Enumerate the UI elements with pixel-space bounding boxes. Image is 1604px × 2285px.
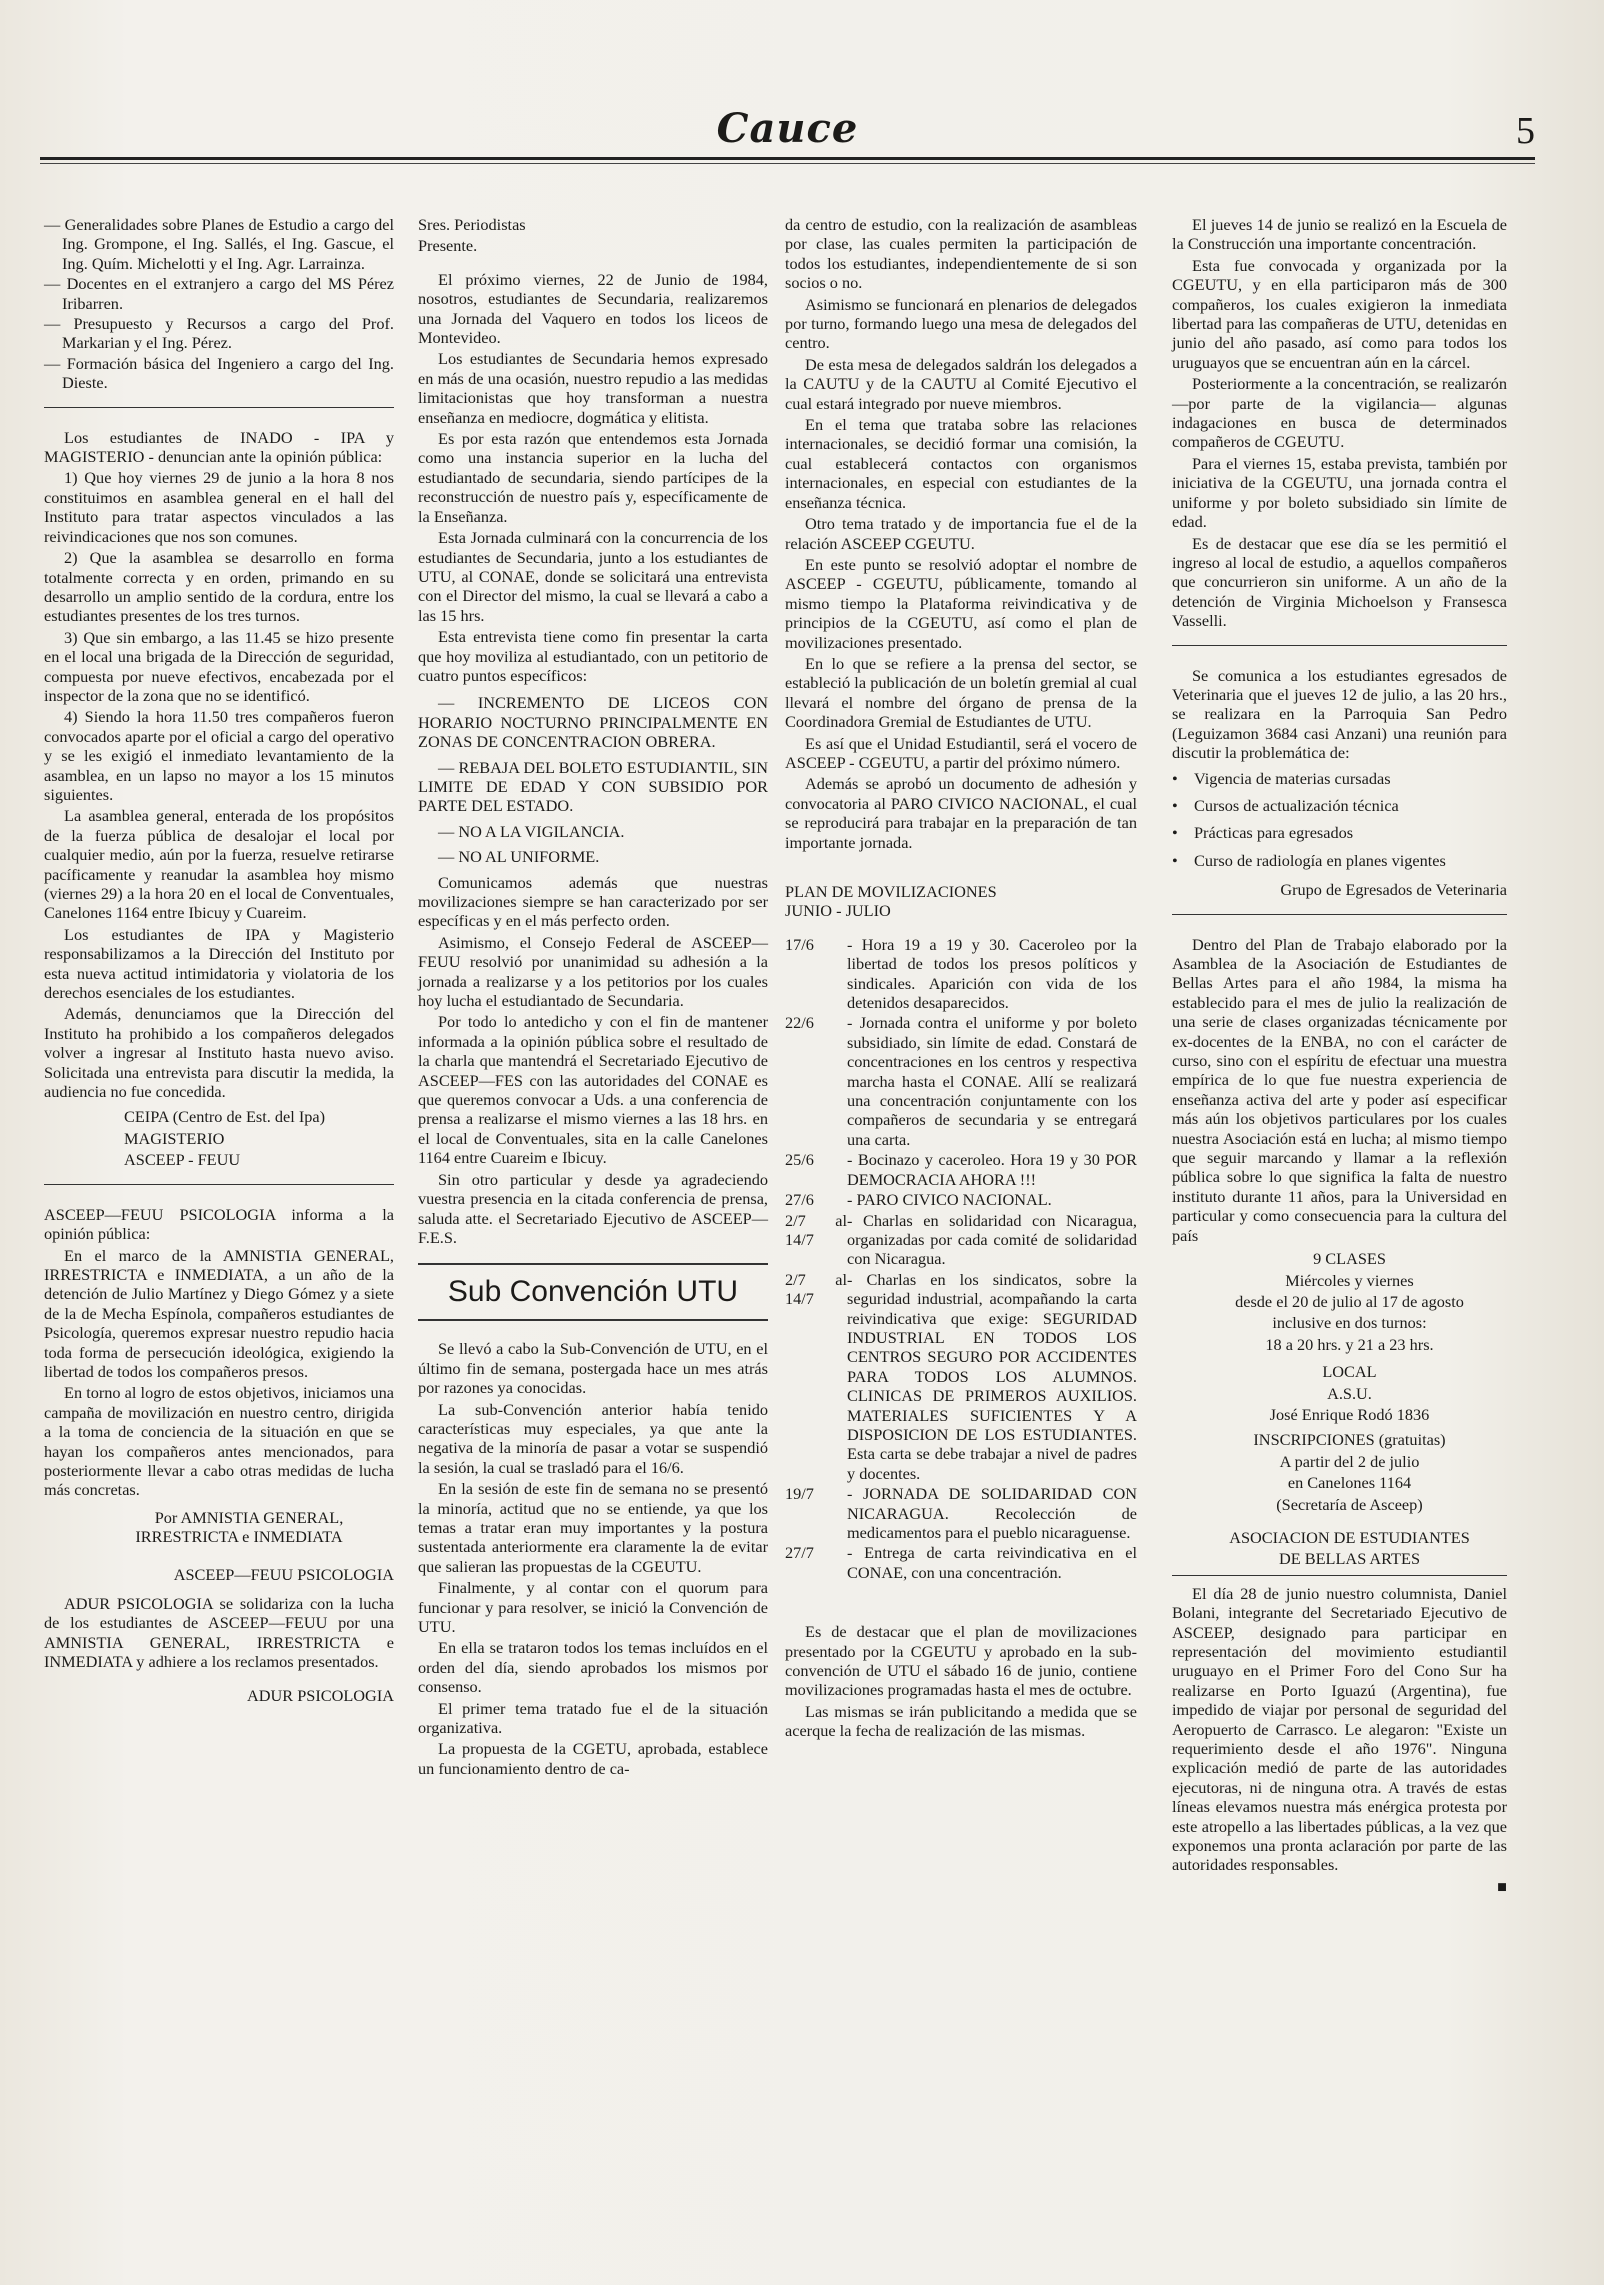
- paragraph: Es por esta razón que entendemos esta Jornada como una instancia superior en la lucha del estudiantado de secundaria, siendo partícipes de la reconstrucción de nuestro país y, específicamente de la Enseñanza.: [418, 429, 768, 526]
- divider: [1172, 645, 1507, 646]
- paragraph: En lo que se refiere a la prensa del sector, se estableció la publicación de un boletín gremial al cual llevará el nombre del órgano de prensa de la Coordinadora Gremial de Estudiantes de UTU.: [785, 653, 1137, 732]
- plan-entry: [785, 1270, 1137, 1483]
- list-item: — Presupuesto y Recursos a cargo del Prof. Markarian y el Ing. Pérez.: [44, 314, 394, 353]
- psicologia-article: [44, 1205, 394, 1705]
- paragraph: Los estudiantes de INADO - IPA y MAGISTERIO - denuncian ante la opinión pública:: [44, 427, 394, 467]
- plan-list: [785, 935, 1137, 1582]
- paragraph: da centro de estudio, con la realización de asambleas por clase, las cuales permiten la participación de todos los estudiantes, independientemente de si son socios o no.: [785, 215, 1137, 293]
- list-item: — Formación básica del Ingeniero a cargo del Ing. Dieste.: [44, 353, 394, 393]
- page-number: 5: [1516, 110, 1535, 152]
- paragraph: Los estudiantes de IPA y Magisterio responsabilizamos a la Dirección del Instituto por esta nueva actitud intimidatoria y violatoria de los derechos esenciales de los estudiantes.: [44, 924, 394, 1003]
- paragraph: Posteriormente a la concentración, se realizarón —por parte de la vigilancia— algunas indagaciones en busca de determinados compañeros de CGEUTU.: [1172, 374, 1507, 452]
- paragraph: Los estudiantes de Secundaria hemos expresado en más de una ocasión, nuestro repudio a las medidas limitacionistas que hoy transforman a nuestra enseñanza en mediocre, dogmática y elitista.: [418, 349, 768, 427]
- paragraph: La sub-Convención anterior había tenido características muy especiales, ya que ante la negativa de la minoría de pasar a votar se suspendió la sesión, la cual se trasladó para el 16/6.: [418, 1399, 768, 1477]
- plan-text: - Jornada contra el uniforme y por boleto subsidiado, sin límite de edad. Constará de concentraciones en los centros y respectiva marcha hasta el CONAE. Allí se realizará una concentración conjuntamente con los compañeros de secundaria y se entregará una carta.: [847, 1013, 1137, 1149]
- plan-text: - Hora 19 a 19 y 30. Caceroleo por la libertad de todos los presos políticos y sindicales. Aparición con vida de los detenidos desaparecidos.: [847, 934, 1137, 1013]
- paragraph: El día 28 de junio nuestro columnista, Daniel Bolani, integrante del Secretariado Ejecutivo de ASCEEP, designado para participar en representación del movimiento estudiantil uruguayo en el Primer Foro del Cono Sur ha realizarse en Porto Iguazú (Argentina), fue impedido de viajar por personal de seguridad del Aeropuerto de Carrasco. Le alegaron: "Existe un requerimiento desde el año 1976". Ninguna explicación medió de parte de las autoridades ejecutoras, ni de ninguna otra. A través de estas líneas elevamos nuestra más enérgica protesta por este atropello a las libertades públicas, a la vez que exponemos una pronta aclaración por parte de las autoridades responsables.: [1172, 1583, 1507, 1875]
- clases-line: 18 a 20 hrs. y 21 a 23 hrs.: [1265, 1334, 1434, 1354]
- clases-block: [1172, 1249, 1507, 1354]
- paragraph: Es de destacar que el plan de movilizaciones presentado por la CGEUTU y aprobado en la sub-convención de UTU el sábado 16 de junio, contiene movilizaciones programadas hasta el mes de octubre.: [785, 1622, 1137, 1700]
- signature-line: Por AMNISTIA GENERAL, IRRESTRICTA e INMEDIATA: [135, 1507, 344, 1547]
- list-item: • Curso de radiología en planes vigentes: [1172, 850, 1446, 870]
- list-item: — Generalidades sobre Planes de Estudio a cargo del Ing. Grompone, el Ing. Sallés, el Ing. Gascue, el Ing. Quím. Michelotti y el Ing. Agr. Larrainza.: [44, 215, 394, 273]
- concentracion-article: [1172, 215, 1507, 631]
- newspaper-logo: Cauce: [716, 105, 859, 152]
- list-item: • Vigencia de materias cursadas: [1172, 768, 1391, 788]
- paragraph: ADUR PSICOLOGIA se solidariza con la lucha de los estudiantes de ASCEEP—FEUU por una AMNISTIA GENERAL, IRRESTRICTA e INMEDIATA y adhiere a los reclamos presentados.: [44, 1594, 394, 1672]
- signature-line: ADUR PSICOLOGIA: [247, 1685, 394, 1705]
- paragraph: Es así que el Unidad Estudiantil, será el vocero de ASCEEP - CGEUTU, a partir del próximo número.: [785, 733, 1137, 772]
- bullet-icon: •: [1172, 850, 1178, 870]
- plan-entry: [785, 1013, 1137, 1149]
- plan-text: - PARO CIVICO NACIONAL.: [847, 1190, 1052, 1210]
- plan-heading: [785, 882, 1137, 921]
- paragraph: Esta Jornada culminará con la concurrencia de los estudiantes de Secundaria, junto a los estudiantes de UTU, al CONAE, donde se solicitará una entrevista con el Director del mismo, la cual se llevará a cabo a las 15 hrs.: [418, 528, 768, 625]
- plan-text: - Bocinazo y caceroleo. Hora 19 y 30 POR DEMOCRACIA AHORA !!!: [847, 1150, 1137, 1189]
- paragraph: En ella se trataron todos los temas incluídos en el orden del día, siendo aprobados los mismos por consenso.: [418, 1638, 768, 1697]
- paragraph: 2) Que la asamblea se desarrollo en forma totalmente correcta y en orden, primando en su desarrollo un amplio sentido de la cordura, entre los estudiantes presentes de los tres turnos.: [44, 548, 394, 626]
- paragraph: En torno al logro de estos objetivos, iniciamos una campaña de movilización en nuestro centro, dirigida a la toma de conciencia de la situación en que se hayan los compañeros antes mencionados, para posteriormente llevar a cabo otras medidas de lucha más concretas.: [44, 1383, 394, 1500]
- greeting-line: Sres. Periodistas: [418, 215, 526, 234]
- divider: [44, 1184, 394, 1185]
- plan-date: 17/6: [785, 934, 814, 954]
- demand: — NO A LA VIGILANCIA.: [438, 821, 625, 841]
- signature-line: CEIPA (Centro de Est. del Ipa): [124, 1107, 326, 1127]
- plan-entry: [785, 1150, 1137, 1189]
- paragraph: La propuesta de la CGETU, aprobada, establece un funcionamiento dentro de ca-: [418, 1739, 768, 1778]
- column-1: [44, 215, 394, 1707]
- paragraph: Asimismo se funcionará en plenarios de delegados por turno, formando luego una mesa de delegados del centro.: [785, 294, 1137, 353]
- clases-line: Miércoles y viernes: [1285, 1270, 1414, 1290]
- paragraph: En el marco de la AMNISTIA GENERAL, IRRESTRICTA e INMEDIATA, a un año de la detención de Julio Martínez y Diego Gómez y a siete de la de Mecha Espínola, compañeros estudiantes de Psicología, queremos expresar nuestro repudio hacia toda forma de persecución ideológica, exigiendo la libertad de todos los compañeros presos.: [44, 1245, 394, 1381]
- end-mark-icon: ■: [1497, 1876, 1507, 1896]
- plan-date: 2/7 al 14/7: [785, 1210, 847, 1249]
- plan-text: - JORNADA DE SOLIDARIDAD CON NICARAGUA. Recolección de medicamentos para el pueblo nicaraguense.: [847, 1484, 1137, 1542]
- veterinaria-notice: [1172, 666, 1507, 900]
- signature-line: Grupo de Egresados de Veterinaria: [1280, 880, 1507, 900]
- paragraph: Otro tema tratado y de importancia fue el de la relación ASCEEP CGEUTU.: [785, 514, 1137, 553]
- paragraph: El próximo viernes, 22 de Junio de 1984, nosotros, estudiantes de Secundaria, realizaremos una Jornada del Vaquero en todos los liceos de Montevideo.: [418, 269, 768, 348]
- paragraph: La asamblea general, enterada de los propósitos de la fuerza pública de desalojar el local por cualquier medio, aún por la fuerza, resuelve retirarse pacíficamente y reanudar la asamblea hoy mismo (viernes 29) a la hora 20 en el local de Conventuales, Canelones 1164 entre Ibicuy y Cuareim.: [44, 806, 394, 923]
- inscripciones-block: [1172, 1430, 1507, 1514]
- paragraph: En la sesión de este fin de semana no se presentó la minoría, actitud que no se entiende, ya que los temas a tratar eran muy importantes y la postura sustentada anteriormente era claramente la de evitar que salieran las propuestas de la CGEUTU.: [418, 1479, 768, 1576]
- column-4: [1172, 215, 1507, 1896]
- signature-line: DE BELLAS ARTES: [1278, 1549, 1421, 1569]
- plan-date: 27/7: [785, 1543, 814, 1563]
- local-line: José Enrique Rodó 1836: [1269, 1404, 1430, 1424]
- bellas-artes-notice: [1172, 935, 1507, 1569]
- paragraph: Además, denunciamos que la Dirección del Instituto ha prohibido a los compañeros delegados volver a ingresar al Instituto hasta nuevo aviso. Solicitada una entrevista para discutir la medida, la audiencia no fue concedida.: [44, 1004, 394, 1102]
- clases-line: inclusive en dos turnos:: [1272, 1313, 1427, 1333]
- paragraph: Las mismas se irán publicitando a medida que se acerque la fecha de realización de las mismas.: [785, 1701, 1137, 1741]
- paragraph: Sin otro particular y desde ya agradeciendo vuestra presencia en la citada conferencia de prensa, saluda atte. el Secretariado Ejecutivo de ASCEEP—F.E.S.: [418, 1169, 768, 1247]
- paragraph: Dentro del Plan de Trabajo elaborado por la Asamblea de la Asociación de Estudiantes de Bellas Artes para el año 1984, la misma ha establecido para el mes de julio la realización de una serie de clases organizadas técnicamente por ex-docentes de la ENBA, no con el carácter de curso, sino con el espíritu de efectuar una muestra empírica de lo que fue nuestra experiencia de enseñanza activa del arte y poder así especificar más aún los objetivos particulares por los cuales nuestra Asociación está en lucha; al mismo tiempo que seguir marcando y llamar a la reflexión pública sobre lo que significa la falta de nuestro instituto durante 11 años, para la Universidad en particular y como consecuencia para la cultura del país: [1172, 934, 1507, 1245]
- paragraph: Asimismo, el Consejo Federal de ASCEEP—FEUU resolvió por unanimidad su adhesión a la jornada a realizarse y a los petitorios por los cuales hoy lucha el estudiantado de Secundaria.: [418, 932, 768, 1011]
- plan-text: - Entrega de carta reivindicativa en el CONAE, con una concentración.: [847, 1543, 1137, 1582]
- local-line: LOCAL: [1322, 1362, 1377, 1382]
- signature-line: ASCEEP—FEUU PSICOLOGIA: [173, 1564, 394, 1584]
- local-line: A.S.U.: [1327, 1383, 1372, 1403]
- plan-entry: [785, 935, 1137, 1013]
- divider: [1172, 1575, 1507, 1576]
- inscripciones-line: (Secretaría de Asceep): [1276, 1494, 1423, 1514]
- divider: [44, 407, 394, 408]
- inscripciones-line: en Canelones 1164: [1287, 1473, 1412, 1493]
- inscripciones-line: A partir del 2 de julio: [1279, 1451, 1420, 1471]
- paragraph: El jueves 14 de junio se realizó en la Escuela de la Construcción una importante concentración.: [1172, 215, 1507, 254]
- plan-text: - Charlas en solidaridad con Nicaragua, organizadas por cada comité de solidaridad con Nicaragua.: [847, 1210, 1137, 1269]
- clases-line: desde el 20 de julio al 17 de agosto: [1235, 1291, 1464, 1311]
- greeting-line: Presente.: [418, 236, 478, 256]
- plan-closing: [785, 1622, 1137, 1740]
- veterinaria-topics: [1172, 769, 1507, 871]
- inado-article: [44, 428, 394, 1170]
- sub-convencion-article: [418, 1339, 768, 1778]
- inscripciones-line: INSCRIPCIONES (gratuitas): [1253, 1430, 1446, 1450]
- paragraph: Se comunica a los estudiantes egresados de Veterinaria que el jueves 12 de julio, a las 20 hrs., se realizara en la Parroquia San Pedro (Leguizamon 3684 casi Anzani) una reunión para discutir la problemática de:: [1172, 665, 1507, 763]
- paragraph: Se llevó a cabo la Sub-Convención de UTU, en el último fin de semana, postergada hace un mes atrás por razones ya conocidas.: [418, 1339, 768, 1398]
- plan-date: 25/6: [785, 1150, 814, 1170]
- bolani-article: [1172, 1584, 1507, 1897]
- local-block: [1172, 1362, 1507, 1424]
- masthead-rule: [40, 157, 1535, 160]
- plan-title: PLAN DE MOVILIZACIONES: [785, 882, 997, 901]
- cgeutu-article: [785, 215, 1137, 852]
- bullet-icon: •: [1172, 823, 1178, 843]
- plan-text: - Charlas en los sindicatos, sobre la seguridad industrial, acompañando la carta reivindicativa que exige: SEGURIDAD INDUSTRIAL EN TODOS LOS CENTROS SEGURO POR ACCIDENTES PARA TODOS LOS ALUMNOS. CLINICAS DE PRIMEROS AUXILIOS. MATERIALES SUFICIENTES Y A DISPOSICION DE LOS ESTUDIANTES. Esta carta se debe trabajar a nivel de padres y docentes.: [847, 1269, 1137, 1483]
- demand: — INCREMENTO DE LICEOS CON HORARIO NOCTURNO PRINCIPALMENTE EN ZONAS DE CONCENTRACION OBRERA.: [418, 693, 768, 752]
- signature-line: ASOCIACION DE ESTUDIANTES: [1229, 1527, 1470, 1547]
- plan-entry: [785, 1543, 1137, 1582]
- demand: — NO AL UNIFORME.: [438, 847, 600, 867]
- paragraph: Finalmente, y al contar con el quorum para funcionar y para resolver, se inició la Convención de UTU.: [418, 1578, 768, 1636]
- column-2: [418, 215, 768, 1780]
- masthead-rule-thin: [40, 163, 1535, 164]
- paragraph: Esta entrevista tiene como fin presentar la carta que hoy moviliza al estudiantado, con un petitorio de cuatro puntos específicos:: [418, 627, 768, 685]
- plan-entry: [785, 1190, 1137, 1209]
- list-item: • Cursos de actualización técnica: [1172, 795, 1399, 815]
- bellas-signature: [1172, 1528, 1507, 1569]
- paragraph: Para el viernes 15, estaba prevista, también por iniciativa de la CGEUTU, una jornada contra el uniforme y por boleto subsidiado sin límite de edad.: [1172, 453, 1507, 532]
- demand: — REBAJA DEL BOLETO ESTUDIANTIL, SIN LIMITE DE EDAD Y CON SUBSIDIO POR PARTE DEL ESTADO.: [418, 757, 768, 816]
- paragraph: En este punto se resolvió adoptar el nombre de ASCEEP - CGEUTU, públicamente, tomando al mismo tiempo la Plataforma reivindicativa y de principios de la CGEUTU, así como el plan de movilizaciones presentado.: [785, 554, 1137, 652]
- paragraph: El primer tema tratado fue el de la situación organizativa.: [418, 1698, 768, 1738]
- plan-entry: [785, 1211, 1137, 1269]
- divider: [1172, 914, 1507, 915]
- signature-line: MAGISTERIO: [124, 1128, 225, 1148]
- paragraph: Comunicamos además que nuestras movilizaciones siempre se han caracterizado por ser específicas y en el más perfecto orden.: [418, 872, 768, 931]
- sub-convencion-headline: Sub Convención UTU: [418, 1263, 768, 1321]
- list-item: — Docentes en el extranjero a cargo del MS Pérez Iribarren.: [44, 274, 394, 313]
- masthead: [40, 105, 1535, 157]
- paragraph: ASCEEP—FEUU PSICOLOGIA informa a la opinión pública:: [44, 1204, 394, 1244]
- paragraph: En el tema que trataba sobre las relaciones internacionales, se decidió formar una comisión, la cual establecerá contactos con organismos internacionales, en especial con estudiantes de la enseñanza técnica.: [785, 415, 1137, 512]
- paragraph: Es de destacar que ese día se les permitió el ingreso al local de estudio, a aquellos compañeros que concurrieron sin uniforme. A un año de la detención de Virginia Michoelson y Fransesca Vasselli.: [1172, 533, 1507, 631]
- plan-date: 19/7: [785, 1484, 814, 1504]
- plan-date: 2/7 al 14/7: [785, 1269, 847, 1309]
- paragraph: 3) Que sin embargo, a las 11.45 se hizo presente en el local una brigada de la Dirección de seguridad, compuesta por nueve efectivos, encabezada por el inspector de la zona que no se identificó.: [44, 627, 394, 705]
- paragraph: De esta mesa de delegados saldrán los delegados a la CAUTU y de la CAUTU al Comité Ejecutivo el cual estará integrado por nueve miembros.: [785, 354, 1137, 413]
- column-3: [785, 215, 1137, 1743]
- paragraph: Además se aprobó un documento de adhesión y convocatoria al PARO CIVICO NACIONAL, el cual se reproducirá para trabajar en la preparación de tan importante jornada.: [785, 774, 1137, 852]
- plan-date: 27/6: [785, 1190, 814, 1210]
- paragraph: Esta fue convocada y organizada por la CGEUTU, y en ella participaron más de 300 compañeros, los cuales exigieron la inmediata libertad para las compañeras de UTU, detenidas en junio del año pasado, así como para todos los uruguayos que se encuentran aún en la cárcel.: [1172, 255, 1507, 372]
- paragraph: 4) Siendo la hora 11.50 tres compañeros fueron convocados aparte por el oficial a cargo del operativo y se les exigió el inmediato levantamiento de la asamblea, en un lapso no mayor a los 15 minutos siguientes.: [44, 707, 394, 804]
- plan-subtitle: JUNIO - JULIO: [785, 901, 891, 921]
- list-item: • Prácticas para egresados: [1172, 823, 1354, 843]
- clases-line: 9 CLASES: [1313, 1249, 1386, 1269]
- plan-date: 22/6: [785, 1013, 814, 1033]
- paragraph: Por todo lo antedicho y con el fin de mantener informada a la opinión pública sobre el resultado de la charla que mantendrá el Secretariado Ejecutivo de ASCEEP—FES con las autoridades del CONAE es que queremos convocar a Uds. a una conferencia de prensa a realizarse el mismo viernes a las 18 hrs. en el local de Conventuales, sita en la calle Canelones 1164 entre Cuareim e Ibicuy.: [418, 1012, 768, 1168]
- secundaria-letter: [418, 215, 768, 1247]
- bullet-icon: •: [1172, 768, 1178, 788]
- signature-block: [44, 1107, 394, 1169]
- plan-entry: [785, 1484, 1137, 1542]
- signature-line: ASCEEP - FEUU: [124, 1150, 241, 1170]
- bullet-icon: •: [1172, 795, 1178, 815]
- paragraph: 1) Que hoy viernes 29 de junio a la hora 8 nos constituimos en asamblea general en el hall del Instituto para tratar aspectos vinculados a las reivindicaciones que nos son comunes.: [44, 468, 394, 546]
- engineering-list: [44, 215, 394, 393]
